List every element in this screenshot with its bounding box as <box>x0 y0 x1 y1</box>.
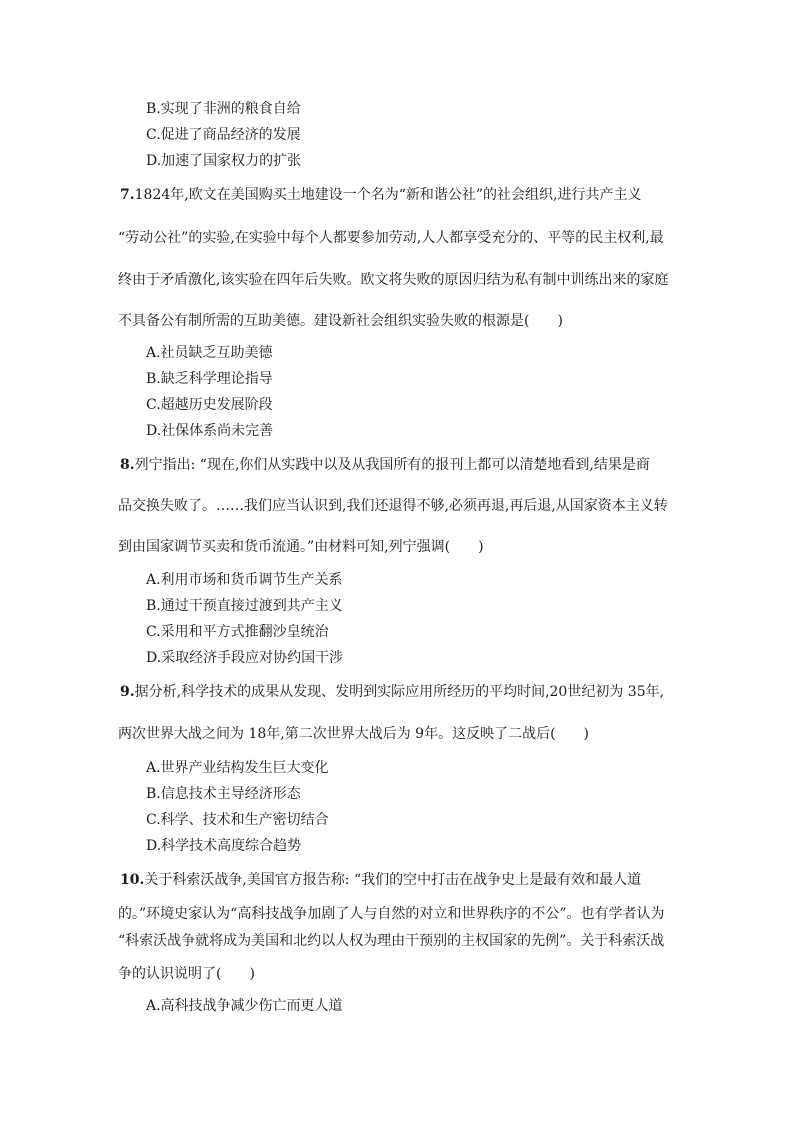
q8-option-a: A.利用市场和货币调节生产关系 <box>146 572 343 588</box>
q10-option-a: A.高科技战争减少伤亡而更人道 <box>146 998 343 1014</box>
q7-option-a: A.社员缺乏互助美德 <box>146 345 273 361</box>
q8-stem-line-1 <box>120 455 650 475</box>
q7-stem-line-4: 不具备公有制所需的互助美德。建设新社会组织实验失败的根源是( ) <box>118 313 563 329</box>
q9-option-c: C.科学、技术和生产密切结合 <box>146 812 329 828</box>
q10-stem-line-3: “科索沃战争就将成为美国和北约以人权为理由干预别的主权国家的先例”。关于科索沃战 <box>118 933 665 949</box>
q7-stem-line-2: “劳动公社”的实验,在实验中每个人都要参加劳动,人人都享受充分的、平等的民主权利,最 <box>118 230 664 246</box>
q7-option-d: D.社保体系尚未完善 <box>146 423 274 439</box>
q10-stem-line-1 <box>120 870 641 890</box>
q9-option-d: D.科学技术高度综合趋势 <box>146 838 302 854</box>
q10-stem-line-2: 的。”环境史家认为“高科技战争加剧了人与自然的对立和世界秩序的不公”。也有学者认为 <box>118 906 665 922</box>
q9-number: 9. <box>120 684 135 700</box>
q10-stem-line-4: 争的认识说明了( ) <box>118 966 255 982</box>
q7-option-c: C.超越历史发展阶段 <box>146 397 273 413</box>
q7-stem-line-3: 终由于矛盾激化,该实验在四年后失败。欧文将失败的原因归结为私有制中训练出来的家庭 <box>118 272 669 288</box>
q8-option-b: B.通过干预直接过渡到共产主义 <box>146 598 343 614</box>
q8-stem-text-1: 列宁指出: “现在,你们从实践中以及从我国所有的报刊上都可以清楚地看到,结果是商 <box>134 457 650 473</box>
q7-option-b: B.缺乏科学理论指导 <box>146 371 273 387</box>
q9-stem-line-1 <box>120 682 664 702</box>
q8-stem-line-2: 品交换失败了。……我们应当认识到,我们还退得不够,必须再退,再后退,从国家资本主义转 <box>118 498 668 514</box>
q10-number: 10. <box>120 872 145 888</box>
q6-option-c: C.促进了商品经济的发展 <box>146 127 301 143</box>
q8-number: 8. <box>120 457 135 473</box>
q8-stem-line-3: 到由国家调节买卖和货币流通。”由材料可知,列宁强调( ) <box>118 539 484 555</box>
q7-number: 7. <box>120 187 135 203</box>
q10-stem-text-1: 关于科索沃战争,美国官方报告称: “我们的空中打击在战争史上是最有效和最人道 <box>144 872 642 888</box>
q7-stem-text-1: 1824年,欧文在美国购买土地建设一个名为“新和谐公社”的社会组织,进行共产主义 <box>134 187 642 203</box>
q9-option-b: B.信息技术主导经济形态 <box>146 786 301 802</box>
q9-stem-text-1: 据分析,科学技术的成果从发现、发明到实际应用所经历的平均时间,20世纪初为 35年, <box>134 684 665 700</box>
q9-stem-line-2: 两次世界大战之间为 18年,第二次世界大战后为 9年。这反映了二战后( ) <box>118 726 589 742</box>
q6-option-d: D.加速了国家权力的扩张 <box>146 153 302 169</box>
q8-option-d: D.采取经济手段应对协约国干涉 <box>146 650 344 666</box>
q6-option-b: B.实现了非洲的粮食自给 <box>146 101 301 117</box>
q7-stem-line-1 <box>120 185 641 205</box>
q9-option-a: A.世界产业结构发生巨大变化 <box>146 760 329 776</box>
q8-option-c: C.采用和平方式推翻沙皇统治 <box>146 624 329 640</box>
